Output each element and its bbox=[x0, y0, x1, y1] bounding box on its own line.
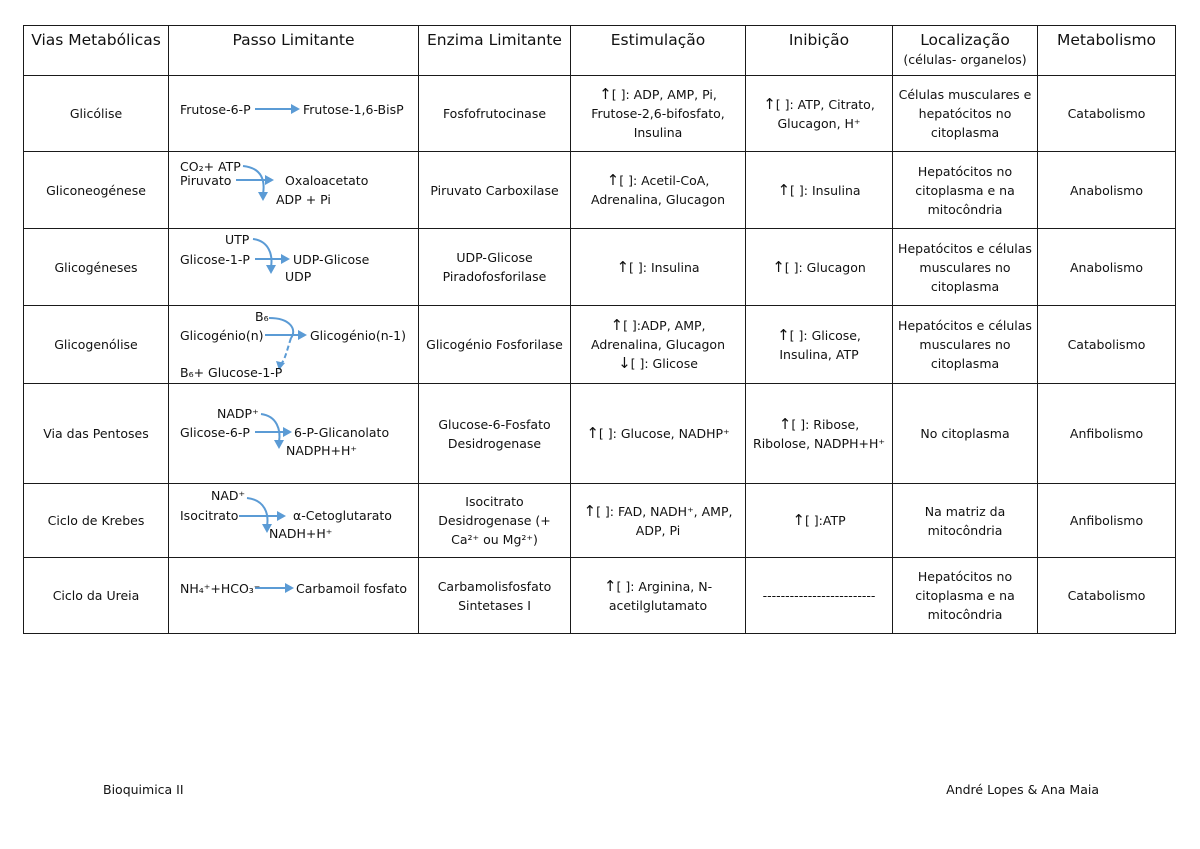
stimulation-text: [ ]: ADP, AMP, Pi, Frutose-2,6-bifosfato, Insulina bbox=[591, 87, 725, 140]
up-arrow-icon: ↑ bbox=[606, 171, 620, 189]
cofactor: B₆ bbox=[255, 309, 269, 324]
header-row bbox=[24, 26, 1176, 76]
pathway-name: Glicogéneses bbox=[24, 229, 169, 306]
down-arrow-icon: ↓ bbox=[618, 354, 631, 372]
product: Carbamoil fosfato bbox=[296, 581, 408, 596]
up-arrow-icon: ↑ bbox=[610, 316, 624, 334]
reaction-arrowhead bbox=[277, 511, 286, 521]
reaction-arrowhead bbox=[298, 330, 307, 340]
product: 6-P-Glicanolato bbox=[294, 425, 390, 440]
stimulation-text: [ ]:ADP, AMP, Adrenalina, Glucagon bbox=[591, 318, 725, 352]
reaction-arrowhead bbox=[265, 175, 274, 185]
inhibition bbox=[746, 484, 893, 558]
cofactor: CO₂+ ATP bbox=[180, 159, 241, 174]
reaction-arrowhead bbox=[281, 254, 290, 264]
substrate: Glicose-6-P bbox=[180, 425, 250, 440]
localization: Hepatócitos no citoplasma e na mitocôndria bbox=[893, 558, 1038, 634]
metabolism-type: Anfibolismo bbox=[1038, 484, 1176, 558]
metabolism-type: Catabolismo bbox=[1038, 306, 1176, 384]
header-inibicao: Inibição bbox=[746, 26, 893, 76]
return-curve bbox=[281, 338, 291, 364]
stimulation bbox=[571, 152, 746, 229]
inhibition bbox=[746, 229, 893, 306]
inhibition bbox=[746, 306, 893, 384]
inhibition-text: [ ]: Glucagon bbox=[784, 259, 866, 275]
localization: Na matriz da mitocôndria bbox=[893, 484, 1038, 558]
metabolism-type: Anabolismo bbox=[1038, 229, 1176, 306]
pathway-name: Glicólise bbox=[24, 76, 169, 152]
limiting-step bbox=[169, 152, 419, 229]
limiting-enzyme: Piruvato Carboxilase bbox=[419, 152, 571, 229]
header-enzima: Enzima Limitante bbox=[419, 26, 571, 76]
header-estimulacao: Estimulação bbox=[571, 26, 746, 76]
product: Frutose-1,6-BisP bbox=[303, 102, 404, 117]
pathway-name: Via das Pentoses bbox=[24, 384, 169, 484]
reaction-arrowhead bbox=[285, 583, 294, 593]
substrate: Isocitrato bbox=[180, 508, 239, 523]
stimulation bbox=[571, 384, 746, 484]
localization: Hepatócitos e células musculares no citoplasma bbox=[893, 306, 1038, 384]
limiting-enzyme: UDP-Glicose Piradofosforilase bbox=[419, 229, 571, 306]
stimulation-text: [ ]: Arginina, N-acetilglutamato bbox=[608, 578, 713, 613]
cofactor-curve bbox=[253, 239, 271, 267]
localization: Hepatócitos e células musculares no citoplasma bbox=[893, 229, 1038, 306]
header-metabolismo: Metabolismo bbox=[1038, 26, 1176, 76]
up-arrow-icon: ↑ bbox=[777, 325, 790, 344]
inhibition bbox=[746, 152, 893, 229]
metabolism-type: Anfibolismo bbox=[1038, 384, 1176, 484]
cofactor-arrowhead bbox=[274, 440, 284, 449]
substrate: Glicose-1-P bbox=[180, 252, 250, 267]
limiting-enzyme: Carbamolisfosfato Sintetases I bbox=[419, 558, 571, 634]
byproduct: UDP bbox=[285, 269, 312, 284]
cofactor: NAD⁺ bbox=[211, 488, 246, 503]
cofactor-curve bbox=[247, 498, 267, 526]
stimulation-text: [ ]: Insulina bbox=[629, 259, 700, 275]
byproduct: NADPH+H⁺ bbox=[286, 443, 357, 458]
up-arrow-icon: ↑ bbox=[599, 85, 612, 103]
cofactor-arrowhead bbox=[266, 265, 276, 274]
limiting-enzyme: Fosfofrutocinase bbox=[419, 76, 571, 152]
byproduct: B₆+ Glucose-1-P bbox=[180, 365, 283, 380]
up-arrow-icon: ↑ bbox=[777, 180, 791, 199]
table-row bbox=[24, 384, 1176, 484]
localization: Hepatócitos no citoplasma e na mitocôndria bbox=[893, 152, 1038, 229]
stimulation bbox=[571, 558, 746, 634]
up-arrow-icon: ↑ bbox=[763, 94, 776, 113]
pathway-name: Ciclo de Krebes bbox=[24, 484, 169, 558]
product: α-Cetoglutarato bbox=[293, 508, 392, 523]
header-localizacao-sub: (células- organelos) bbox=[903, 52, 1027, 67]
cofactor: UTP bbox=[225, 232, 250, 247]
header-passo: Passo Limitante bbox=[169, 26, 419, 76]
limiting-step bbox=[169, 558, 419, 634]
byproduct: NADH+H⁺ bbox=[269, 526, 333, 541]
pathway-name: Gliconeogénese bbox=[24, 152, 169, 229]
substrate: Glicogénio(n) bbox=[180, 328, 264, 343]
table-row bbox=[24, 558, 1176, 634]
metabolism-type: Catabolismo bbox=[1038, 558, 1176, 634]
metabolism-type: Catabolismo bbox=[1038, 76, 1176, 152]
table-row bbox=[24, 484, 1176, 558]
limiting-step bbox=[169, 76, 419, 152]
inhibition: ------------------------- bbox=[746, 558, 893, 634]
substrate: NH₄⁺+HCO₃⁻ bbox=[180, 581, 261, 596]
stimulation-text: [ ]: FAD, NADH⁺, AMP, ADP, Pi bbox=[596, 503, 733, 538]
limiting-step bbox=[169, 384, 419, 484]
pathway-name: Ciclo da Ureia bbox=[24, 558, 169, 634]
stimulation bbox=[571, 484, 746, 558]
table-row bbox=[24, 76, 1176, 152]
table-row bbox=[24, 306, 1176, 384]
limiting-enzyme: Isocitrato Desidrogenase (+ Ca²⁺ ou Mg²⁺) bbox=[419, 484, 571, 558]
stimulation bbox=[571, 76, 746, 152]
limiting-step bbox=[169, 229, 419, 306]
stimulation bbox=[571, 229, 746, 306]
pathway-name: Glicogenólise bbox=[24, 306, 169, 384]
inhibition-text: [ ]: ATP, Citrato, Glucagon, H⁺ bbox=[775, 96, 875, 131]
cofactor-curve bbox=[261, 414, 279, 442]
up-arrow-icon: ↑ bbox=[586, 424, 599, 442]
limiting-enzyme: Glicogénio Fosforilase bbox=[419, 306, 571, 384]
substrate: Piruvato bbox=[180, 173, 232, 188]
limiting-step bbox=[169, 306, 419, 384]
stimulation-text: [ ]: Acetil-CoA, Adrenalina, Glucagon bbox=[591, 173, 725, 207]
up-arrow-icon: ↑ bbox=[772, 257, 785, 276]
stimulation bbox=[571, 306, 746, 384]
header-localizacao bbox=[893, 26, 1038, 76]
metabolism-type: Anabolismo bbox=[1038, 152, 1176, 229]
cofactor-arrowhead bbox=[258, 192, 268, 201]
substrate: Frutose-6-P bbox=[180, 102, 251, 117]
header-localizacao-label: Localização bbox=[920, 31, 1010, 49]
inhibition-text: [ ]:ATP bbox=[804, 513, 846, 528]
up-arrow-icon: ↑ bbox=[583, 501, 597, 520]
cofactor: NADP⁺ bbox=[217, 406, 259, 421]
inhibition-text: [ ]: Insulina bbox=[790, 182, 861, 198]
localization: No citoplasma bbox=[893, 384, 1038, 484]
product: Oxaloacetato bbox=[285, 173, 369, 188]
limiting-step bbox=[169, 484, 419, 558]
up-arrow-icon: ↑ bbox=[603, 576, 617, 595]
byproduct: ADP + Pi bbox=[276, 192, 331, 207]
inhibition-text: [ ]: Glicose, Insulina, ATP bbox=[779, 327, 861, 362]
footer-right: André Lopes & Ana Maia bbox=[946, 782, 1099, 797]
reaction-arrowhead bbox=[283, 427, 292, 437]
limiting-enzyme: Glucose-6-Fosfato Desidrogenase bbox=[419, 384, 571, 484]
up-arrow-icon: ↑ bbox=[792, 511, 805, 529]
reaction-arrowhead bbox=[291, 104, 300, 114]
footer-left: Bioquimica II bbox=[103, 782, 184, 797]
product: Glicogénio(n-1) bbox=[310, 328, 406, 343]
inhibition bbox=[746, 76, 893, 152]
header-vias: Vias Metabólicas bbox=[24, 26, 169, 76]
inhibition-text: [ ]: Ribose, Ribolose, NADPH+H⁺ bbox=[753, 416, 885, 451]
table-row bbox=[24, 229, 1176, 306]
table-row bbox=[24, 152, 1176, 229]
localization: Células musculares e hepatócitos no citoplasma bbox=[893, 76, 1038, 152]
stimulation-text-down: [ ]: Glicose bbox=[630, 356, 698, 371]
metabolic-pathways-table bbox=[23, 25, 1176, 634]
product: UDP-Glicose bbox=[293, 252, 370, 267]
up-arrow-icon: ↑ bbox=[778, 414, 792, 433]
up-arrow-icon: ↑ bbox=[616, 257, 630, 276]
stimulation-text: [ ]: Glucose, NADHP⁺ bbox=[598, 426, 730, 441]
inhibition bbox=[746, 384, 893, 484]
